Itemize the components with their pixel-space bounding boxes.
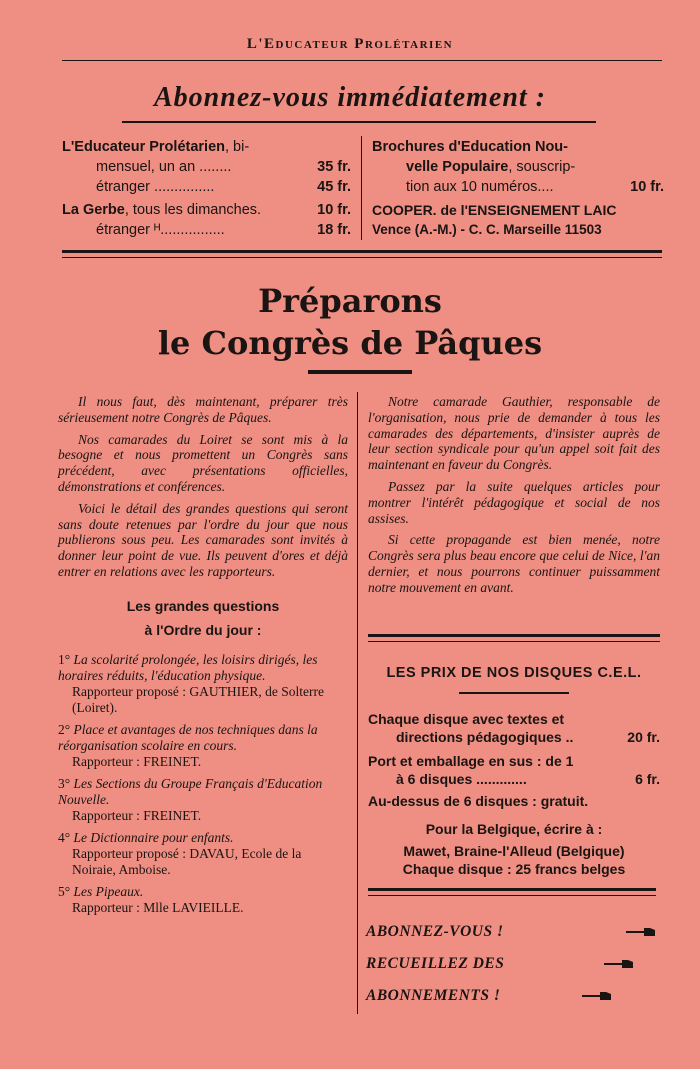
subscribe-underline: [122, 121, 596, 123]
question-item: 1° La scolarité prolongée, les loisirs dirigés, les horaires réduits, l'éducation physique. Rapporteur proposé : GAUTHIER, de Solterre (Loiret).: [58, 652, 348, 716]
subscribe-row: étranger ............... 45 fr.: [96, 179, 351, 195]
section-rule-top: [62, 250, 662, 253]
section-rule-bottom: [62, 257, 662, 258]
callout-line: ABONNEZ-VOUS !: [366, 916, 656, 948]
question-item: 2° Place et avantages de nos techniques dans la réorganisation scolaire en cours. Rapporteur : FREINET.: [58, 722, 348, 770]
subscribe-row: tion aux 10 numéros.... 10 fr.: [406, 179, 664, 195]
question-rapporteur: Rapporteur : Mlle LAVIEILLE.: [72, 899, 244, 915]
article-title-line1: Préparons: [258, 282, 442, 320]
belgium-line-3: Chaque disque : 25 francs belges: [402, 861, 626, 877]
left-column: [58, 394, 348, 922]
disques-row: Chaque disque avec textes et: [368, 711, 565, 727]
questions-heading-1: Les grandes questions: [126, 597, 280, 614]
subscribe-row: étranger ᴴ................ 18 fr.: [96, 222, 351, 238]
callout-line: ABONNEMENTS !: [366, 980, 656, 1012]
title-underline: [308, 370, 412, 374]
question-item: 3° Les Sections du Groupe Français d'Education Nouvelle. Rapporteur : FREINET.: [58, 776, 348, 824]
disques-rule-bottom: [368, 641, 660, 642]
paragraph: Voici le détail des grandes questions qui seront sans doute retenues par l'ordre du jour que nous publierons sous peu. Les camarades sont invités à donner leur point de vue. Ils peuvent d'ores et déjà entrer en relations avec les rapporteurs.: [58, 500, 348, 579]
question-item: 5° Les Pipeaux. Rapporteur : Mlle LAVIEILLE.: [58, 884, 348, 916]
pointing-hand-icon: [626, 926, 656, 938]
belgium-line-1: Pour la Belgique, écrire à :: [425, 821, 603, 837]
disques-heading: LES PRIX DE NOS DISQUES C.E.L.: [386, 665, 642, 681]
paragraph: Passez par la suite quelques articles pour montrer l'intérêt pédagogique et social de nos assises.: [368, 478, 660, 526]
pointing-hand-icon: [582, 990, 612, 1002]
disques-heading-underline: [459, 692, 569, 694]
subscribe-row: La Gerbe, tous les dimanches. 10 fr.: [62, 202, 351, 218]
question-rapporteur: Rapporteur proposé : GAUTHIER, de Solterre (Loiret).: [72, 683, 324, 715]
callout-rule-top: [368, 888, 656, 891]
question-rapporteur: Rapporteur : FREINET.: [72, 753, 202, 769]
questions-list: [58, 652, 348, 916]
question-rapporteur: Rapporteur : FREINET.: [72, 807, 202, 823]
disques-row: Port et emballage en sus : de 1: [368, 753, 574, 769]
running-head: L'Educateur Prolétarien: [246, 36, 454, 52]
subscribe-divider: [361, 136, 362, 240]
subscribe-right-column: [372, 137, 664, 240]
disques-row: à 6 disques ............. 6 fr.: [396, 771, 660, 787]
disques-row: directions pédagogiques .. 20 fr.: [396, 729, 660, 745]
paragraph: Notre camarade Gauthier, responsable de l'organisation, nous prie de demander à tous les camarades des départements, d'insister auprès de leur section syndicale pour qu'un appel soit fait des maintenant en faveur du Congrès.: [368, 394, 660, 473]
callout-rule-bottom: [368, 895, 656, 896]
subscribe-row: Vence (A.-M.) - C. C. Marseille 11503: [372, 222, 602, 237]
question-rapporteur: Rapporteur proposé : DAVAU, Ecole de la Noiraie, Amboise.: [72, 845, 302, 877]
paragraph: Si cette propagande est bien menée, notre Congrès sera plus beau encore que celui de Nice, l'an dernier, et nous pourrons continuer puissamment notre mouvement en avant.: [368, 532, 660, 595]
questions-heading-2: à l'Ordre du jour :: [144, 621, 262, 638]
question-item: 4° Le Dictionnaire pour enfants. Rapporteur proposé : DAVAU, Ecole de la Noiraie, Amboise.: [58, 830, 348, 878]
callout-box: [366, 916, 656, 1012]
subscribe-row: L'Educateur Prolétarien, bi-: [62, 139, 250, 155]
disques-box: [368, 664, 660, 878]
subscribe-heading: Abonnez-vous immédiatement :: [154, 82, 546, 113]
subscribe-left-column: [62, 137, 351, 240]
disques-row: Au-dessus de 6 disques : gratuit.: [368, 793, 589, 809]
disques-rule-top: [368, 634, 660, 637]
header-rule: [62, 60, 662, 61]
right-column: [368, 394, 660, 602]
subscribe-row: Brochures d'Education Nou-: [372, 139, 568, 155]
article-title-line2: le Congrès de Pâques: [157, 324, 543, 362]
subscribe-row: mensuel, un an ........ 35 fr.: [96, 159, 351, 175]
paragraph: Nos camarades du Loiret se sont mis à la besogne et nous promettent un Congrès sans précédent, avec présentations officielles, démonstrations et conférences.: [58, 431, 348, 494]
subscribe-row: velle Populaire, souscrip-: [406, 159, 576, 175]
subscribe-row: COOPER. de l'ENSEIGNEMENT LAIC: [372, 202, 617, 218]
paragraph: Il nous faut, dès maintenant, préparer très sérieusement notre Congrès de Pâques.: [58, 394, 348, 425]
column-divider: [357, 392, 358, 1014]
pointing-hand-icon: [604, 958, 634, 970]
belgium-line-2: Mawet, Braine-l'Alleud (Belgique): [403, 843, 625, 859]
callout-line: RECUEILLEZ DES: [366, 948, 656, 980]
